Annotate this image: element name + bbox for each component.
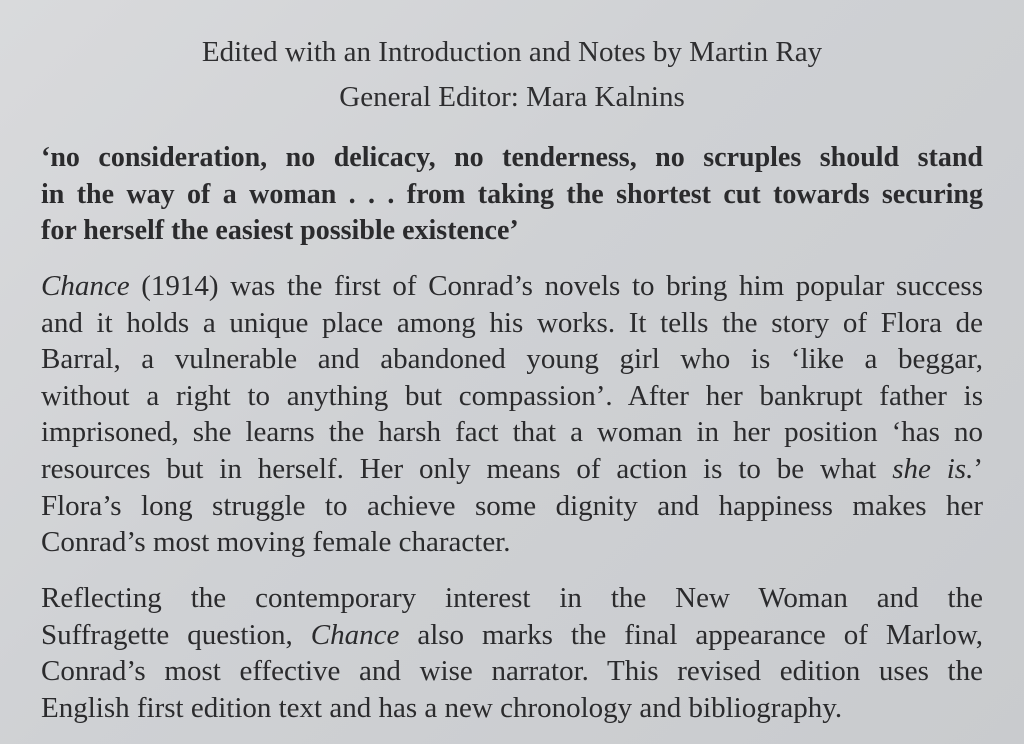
quote-line: in the way of a woman . . . from taking the shortest cut towards securing [41,178,983,210]
paragraph-text: (1914) was the first of Conrad’s novels to bring him popular success [129,270,983,302]
description-paragraph-2 [41,580,983,726]
description-paragraph-1 [41,268,983,561]
editor-credit: Edited with an Introduction and Notes by Martin Ray [201,36,823,68]
general-editor-credit: General Editor: Mara Kalnins [339,81,685,113]
paragraph-line: and it holds a unique place among his works. It tells the story of Flora de [41,306,983,339]
credits-block [0,30,1024,120]
paragraph-line: Barral, a vulnerable and abandoned young girl who is ‘like a beggar, [41,343,983,376]
paragraph-line: imprisoned, she learns the harsh fact that a woman in her position ‘has no [41,416,983,449]
paragraph-text: resources but in herself. Her only means of action is to be what [41,452,893,485]
book-title-italic: Chance [41,270,130,302]
paragraph-line [41,451,983,488]
paragraph-text: Suffragette question, [41,618,311,651]
emphasis-italic: she is. [892,452,974,485]
paragraph-line: without a right to anything but compassion’. After her bankrupt father is [41,379,983,412]
paragraph-line: English first edition text and has a new chronology and bibliography. [41,691,843,724]
paragraph-line: Conrad’s most effective and wise narrator. This revised edition uses the [41,655,983,688]
paragraph-line [41,268,983,305]
paragraph-line: Flora’s long struggle to achieve some dignity and happiness makes her [41,489,983,522]
paragraph-line: Conrad’s most moving female character. [41,526,511,559]
paragraph-line [41,617,983,654]
paragraph-line: Reflecting the contemporary interest in the New Woman and the [41,582,983,614]
paragraph-text: ’ [973,452,983,485]
quote-line: ‘no consideration, no delicacy, no tenderness, no scruples should stand [41,142,983,173]
paragraph-text: also marks the final appearance of Marlow, [399,618,983,651]
quote-line: for herself the easiest possible existence’ [41,215,519,247]
pull-quote [41,140,983,250]
book-title-italic: Chance [310,618,400,651]
